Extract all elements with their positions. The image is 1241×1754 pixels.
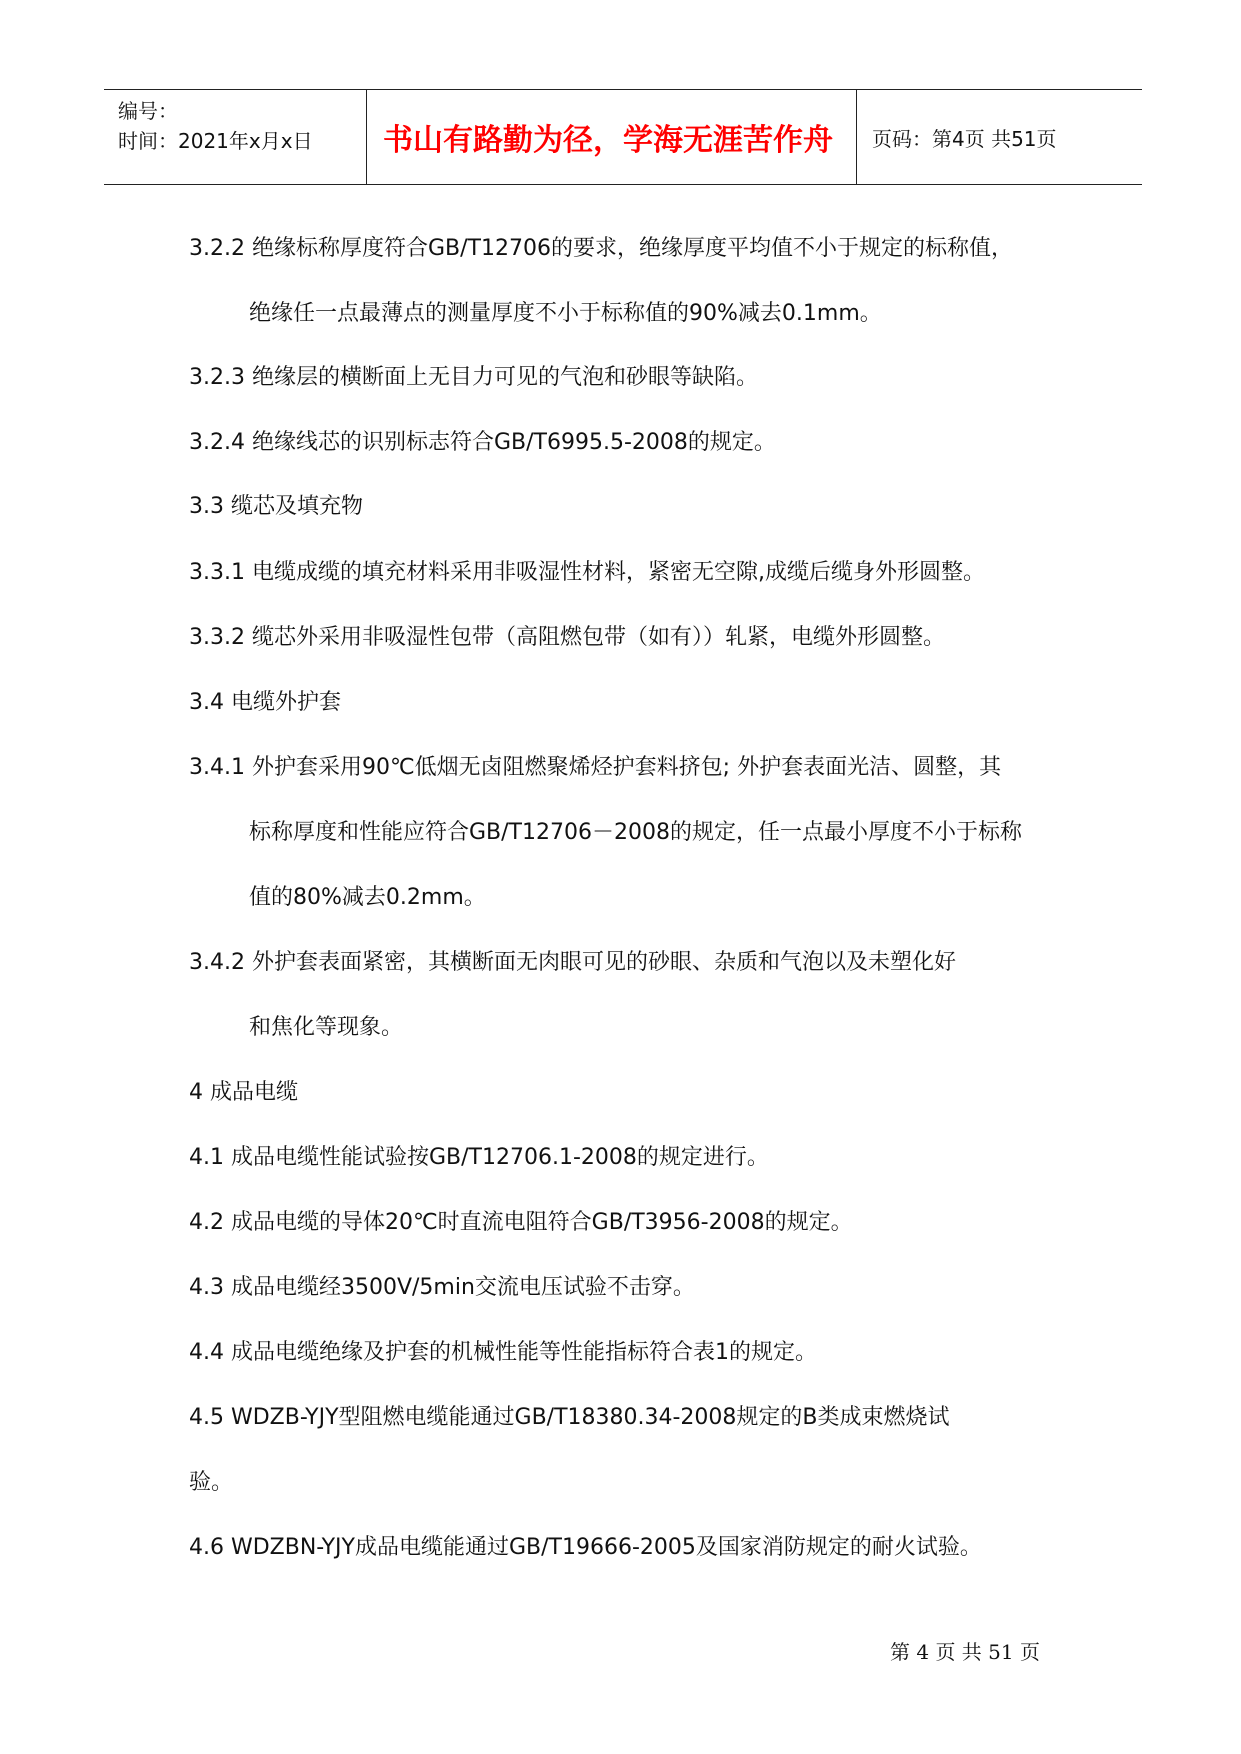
body-line: 4.5 WDZB-YJY型阻燃电缆能通过GB/T18380.34-2008规定的B类成束燃烧试 bbox=[189, 1405, 950, 1430]
body-line: 验。 bbox=[189, 1470, 234, 1495]
body-line: 4.3 成品电缆经3500V/5min交流电压试验不击穿。 bbox=[189, 1275, 695, 1300]
body-line: 3.2.3 绝缘层的横断面上无目力可见的气泡和砂眼等缺陷。 bbox=[189, 365, 758, 390]
body-line: 3.4.2 外护套表面紧密，其横断面无肉眼可见的砂眼、杂质和气泡以及未塑化好 bbox=[189, 950, 956, 975]
body-line: 4.1 成品电缆性能试验按GB/T12706.1-2008的规定进行。 bbox=[189, 1145, 769, 1170]
header-page-label: 页码：第4页 共51页 bbox=[872, 126, 1057, 151]
document-time-label: 时间：2021年x月x日 bbox=[118, 129, 313, 153]
body-line: 3.4.1 外护套采用90℃低烟无卤阻燃聚烯烃护套料挤包; 外护套表面光洁、圆整，其 bbox=[189, 755, 1002, 780]
body-line: 绝缘任一点最薄点的测量厚度不小于标称值的90%减去0.1mm。 bbox=[249, 301, 882, 326]
body-line: 值的80%减去0.2mm。 bbox=[249, 885, 486, 910]
header-motto: 书山有路勤为径，学海无涯苦作舟 bbox=[383, 123, 833, 158]
header-meta bbox=[118, 96, 313, 156]
header-divider-right bbox=[856, 90, 857, 184]
body-line: 和焦化等现象。 bbox=[249, 1015, 404, 1040]
section-heading: 4 成品电缆 bbox=[189, 1080, 298, 1105]
page-header bbox=[104, 89, 1142, 185]
body-line: 3.2.2 绝缘标称厚度符合GB/T12706的要求，绝缘厚度平均值不小于规定的标称值， bbox=[189, 236, 1013, 261]
body-line: 4.2 成品电缆的导体20℃时直流电阻符合GB/T3956-2008的规定。 bbox=[189, 1210, 853, 1235]
body-line: 4.6 WDZBN-YJY成品电缆能通过GB/T19666-2005及国家消防规定的耐火试验。 bbox=[189, 1535, 982, 1560]
page-footer: 第 4 页 共 51 页 bbox=[890, 1640, 1040, 1664]
section-heading: 3.3 缆芯及填充物 bbox=[189, 494, 363, 519]
body-line: 3.3.2 缆芯外采用非吸湿性包带（高阻燃包带（如有））轧紧，电缆外形圆整。 bbox=[189, 625, 945, 650]
body-line: 4.4 成品电缆绝缘及护套的机械性能等性能指标符合表1的规定。 bbox=[189, 1340, 817, 1365]
body-line: 标称厚度和性能应符合GB/T12706－2008的规定，任一点最小厚度不小于标称 bbox=[249, 820, 1022, 845]
body-line: 3.3.1 电缆成缆的填充材料采用非吸湿性材料，紧密无空隙,成缆后缆身外形圆整。 bbox=[189, 560, 985, 585]
body-line: 3.2.4 绝缘线芯的识别标志符合GB/T6995.5-2008的规定。 bbox=[189, 430, 776, 455]
document-number-label: 编号： bbox=[118, 99, 178, 123]
section-heading: 3.4 电缆外护套 bbox=[189, 690, 341, 715]
